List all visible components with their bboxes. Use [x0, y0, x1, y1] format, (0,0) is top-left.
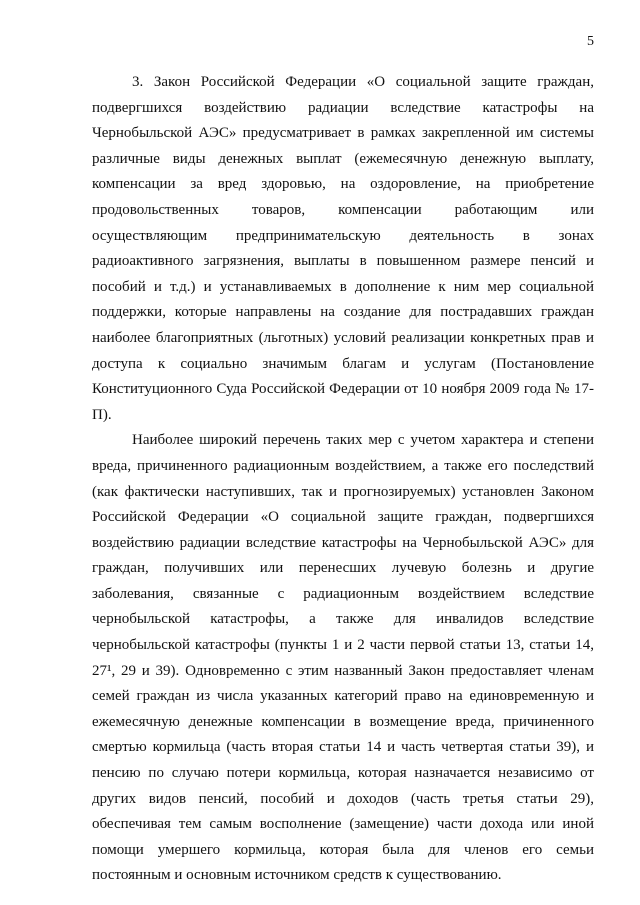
document-body	[92, 70, 594, 889]
paragraph-1: 3. Закон Российской Федерации «О социальной защите граждан, подвергшихся воздействию радиации вследствие катастрофы на Чернобыльской АЭС» предусматривает в рамках закрепленной им системы различные виды денежных выплат (ежемесячную денежную выплату, компенсации за вред здоровью, на оздоровление, на приобретение продовольственных товаров, компенсации работающим или осуществляющим предпринимательскую деятельность в зонах радиоактивного загрязнения, выплаты в повышенном размере пенсий и пособий и т.д.) и устанавливаемых в дополнение к ним мер социальной поддержки, которые направлены на создание для пострадавших граждан наиболее благоприятных (льготных) условий реализации конкретных прав и доступа к социально значимым благам и услугам (Постановление Конституционного Суда Российской Федерации от 10 ноября 2009 года № 17-П).	[92, 74, 594, 423]
page-number: 5	[587, 34, 594, 49]
paragraph-2: Наиболее широкий перечень таких мер с учетом характера и степени вреда, причиненного радиационным воздействием, а также его последствий (как фактически наступивших, так и прогнозируемых) установлен Законом Российской Федерации «О социальной защите граждан, подвергшихся воздействию радиации вследствие катастрофы на Чернобыльской АЭС» для граждан, получивших или перенесших лучевую болезнь и другие заболевания, связанные с радиационным воздействием вследствие чернобыльской катастрофы, а также для инвалидов вследствие чернобыльской катастрофы (пункты 1 и 2 части первой статьи 13, статьи 14, 27¹, 29 и 39). Одновременно с этим названный Закон предоставляет членам семей граждан из числа указанных категорий право на единовременную и ежемесячную денежные компенсации в возмещение вреда, причиненного смертью кормильца (часть вторая статьи 14 и часть четвертая статьи 39), и пенсию по случаю потери кормильца, которая назначается независимо от других видов пенсий, пособий и доходов (часть третья статьи 29), обеспечивая тем самым восполнение (замещение) части дохода или иной помощи умершего кормильца, которая была для членов его семьи постоянным и основным источником средств к существованию.	[92, 432, 594, 884]
